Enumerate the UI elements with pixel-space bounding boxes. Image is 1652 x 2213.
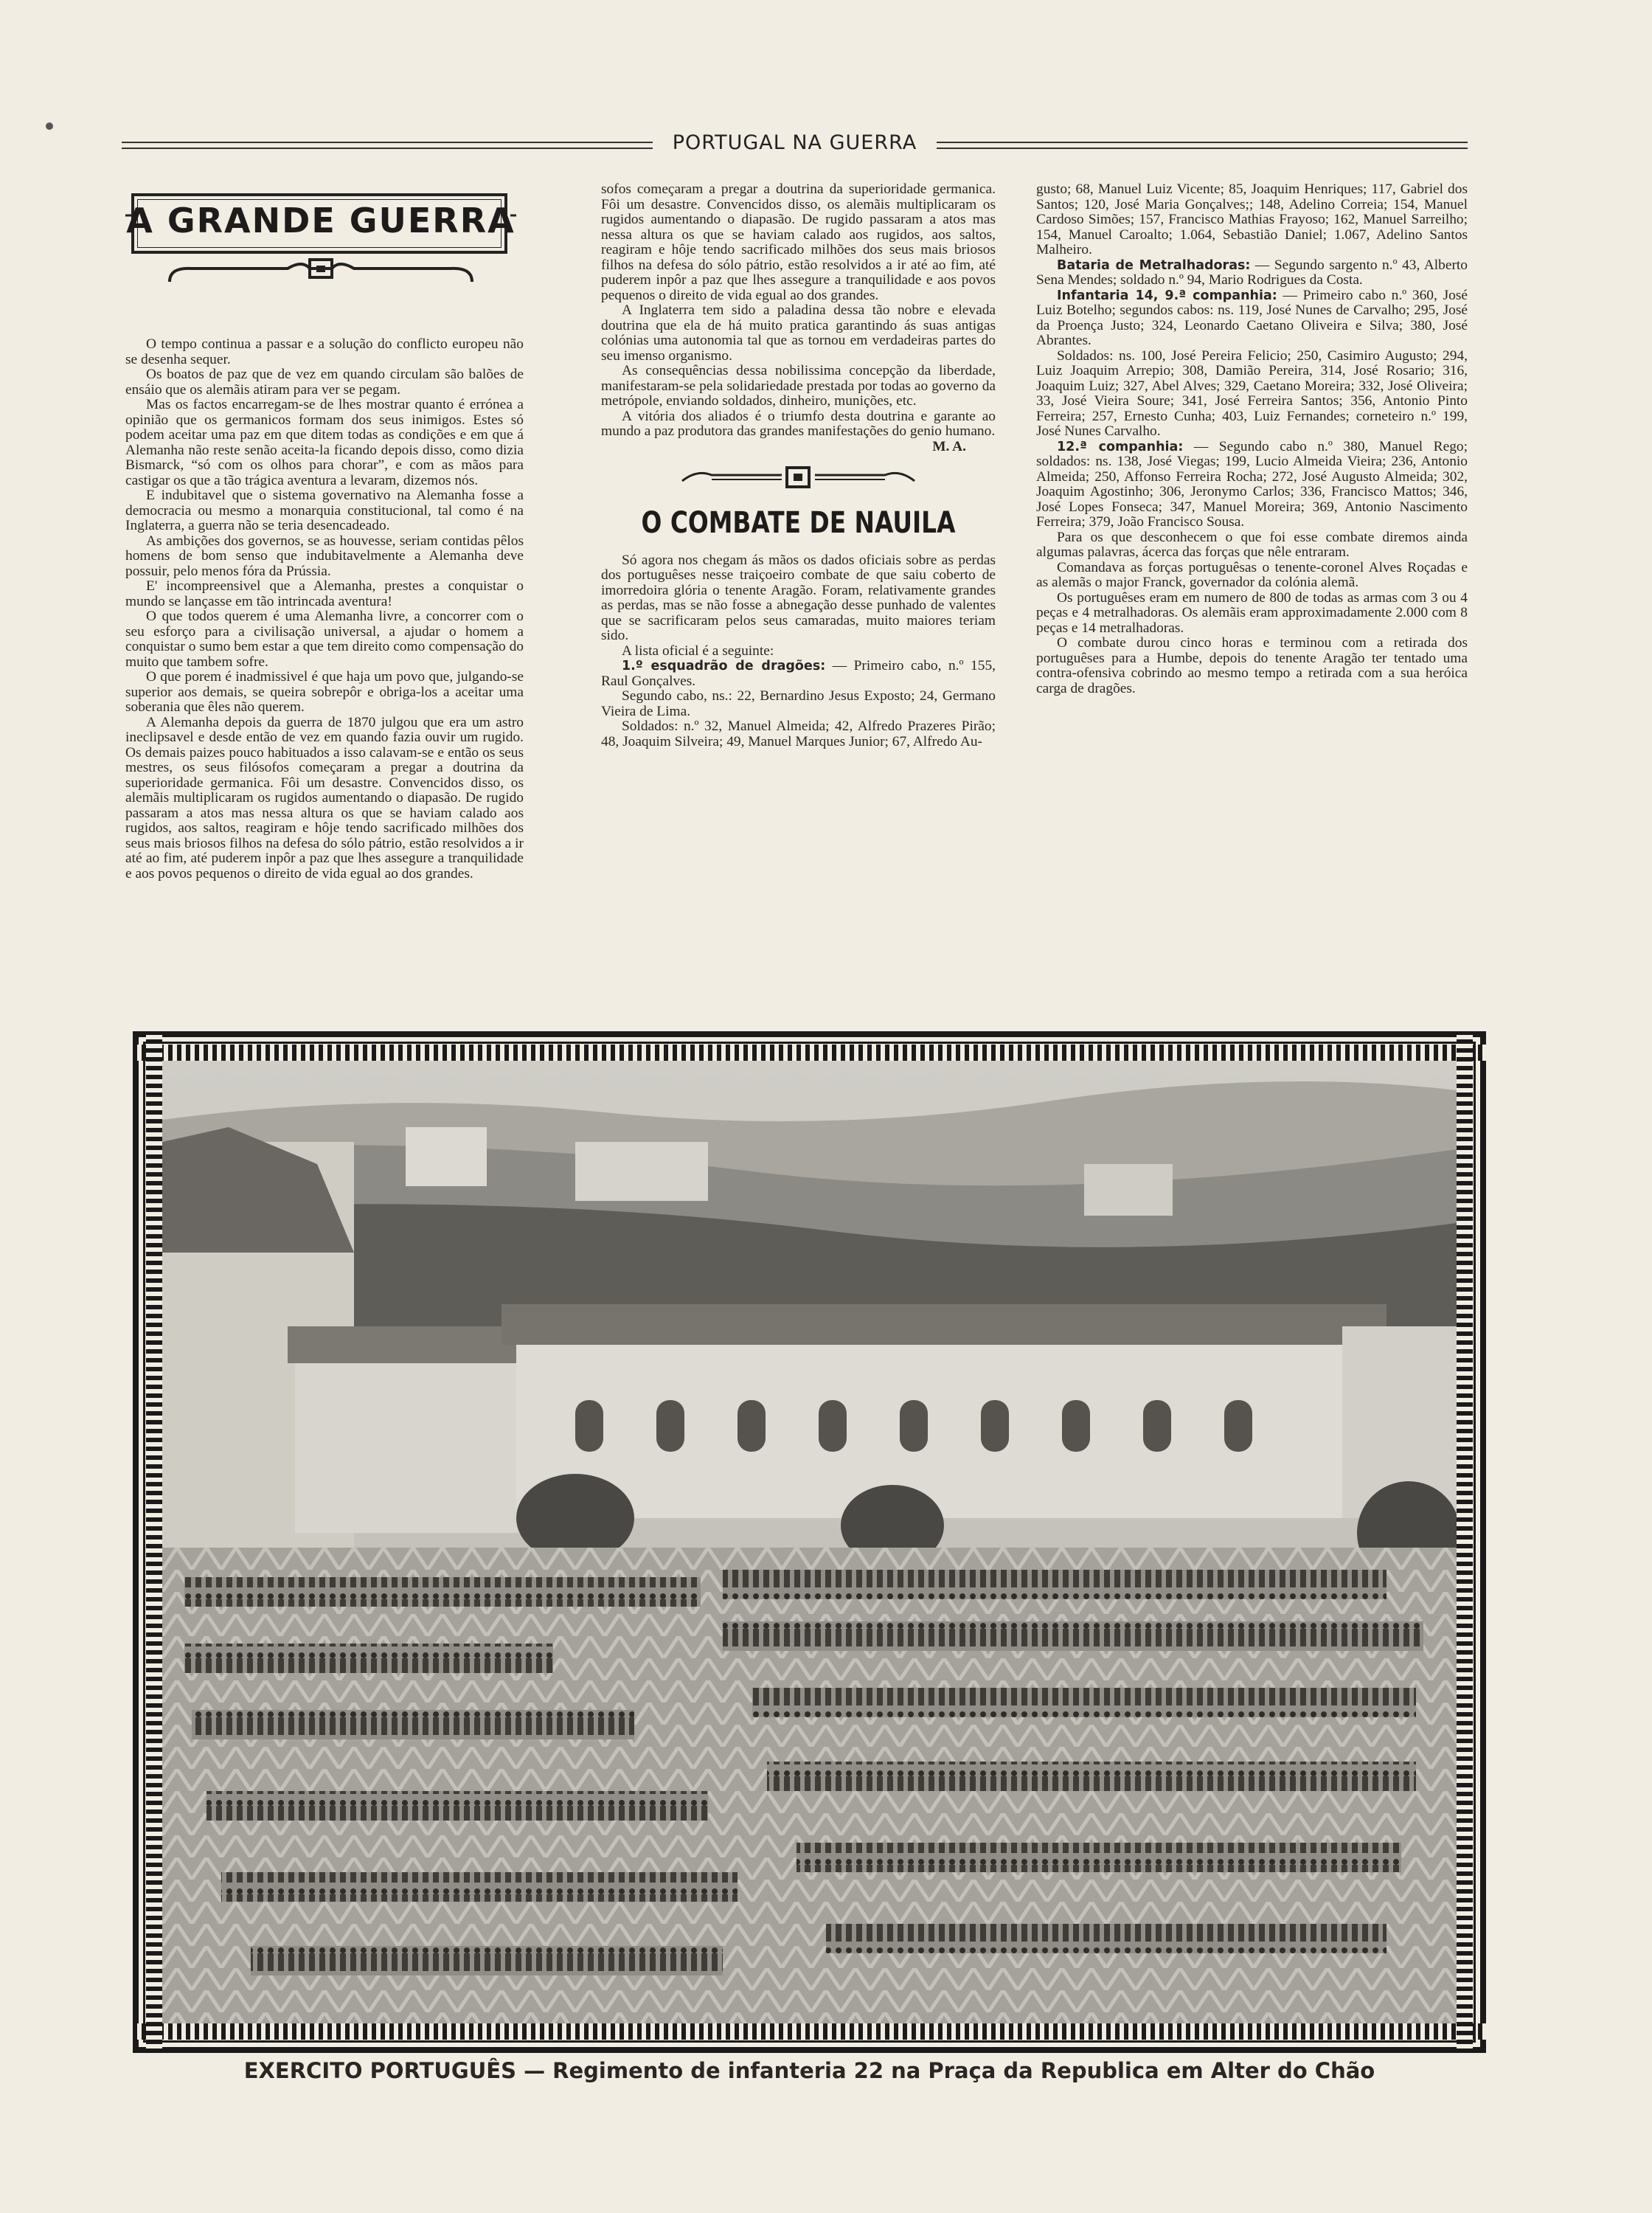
photo-image xyxy=(162,1061,1457,2023)
paragraph: O combate durou cinco horas e terminou com a retirada dos portuguêses para a Humbe, depois do tenente Aragão ter tentado uma contra-ofensiva cobrindo ao mesmo tempo a retirada com a sua heróica carga de dragões. xyxy=(1036,635,1468,696)
paragraph: O que todos querem é uma Alemanha livre, a concorrer com o seu esforço para a civilisação universal, a ajudar o homem a conquistar o sumo bem estar a que tem direito como compensação do muito que tambem sofre. xyxy=(125,609,524,670)
unit-label: 12.ª companhia: xyxy=(1057,439,1184,454)
unit-entry xyxy=(601,659,996,689)
unit-label: 1.º esquadrão de dragões: xyxy=(622,659,826,673)
paragraph: Só agora nos chegam ás mãos os dados oficiais sobre as perdas dos portuguêses nesse traiçoeiro combate de que saiu coberto de imorredoira glória o tenente Aragão. Foram, relativamente grandes as perdas, mas se não fosse a abnegação desse punhado de valentes que se sacrificaram pelos seus camaradas, muito maiores teriam sido. xyxy=(601,552,996,643)
unit-entry: Segundo cabo, ns.: 22, Bernardino Jesus Exposto; 24, Germano Vieira de Lima. xyxy=(601,688,996,719)
paragraph: A vitória dos aliados é o triumfo desta doutrina e garante ao mundo a paz produtora das grandes manifestações do genio humano. xyxy=(601,408,996,439)
divider-ornament-icon xyxy=(601,462,996,491)
article-title: A GRANDE GUERRA xyxy=(126,201,516,240)
unit-entry: Soldados: n.º 32, Manuel Almeida; 42, Alfredo Prazeres Pirão; 48, Joaquim Silveira; 49, Manuel Marques Junior; 67, Alfredo Au- xyxy=(601,719,996,749)
publication-title: PORTUGAL NA GUERRA xyxy=(672,131,917,154)
paragraph: A lista oficial é a seguinte: xyxy=(622,643,774,659)
header-rule-right xyxy=(937,142,1468,149)
paragraph: As ambições dos governos, se as houvesse, seriam contidas pêlos homens de bom senso que indubitavelmente a Alemanha deve possuir, pelo menos fóra da Prússia. xyxy=(125,533,524,579)
unit-entry xyxy=(1036,440,1468,530)
paragraph-continued: sofos começaram a pregar a doutrina da superioridade germanica. Fôi um desastre. Convencidos disso, os alemãis multiplicaram os rugidos aumentando o diapasão. De rugido passaram a atos mas nessa altura os que se haviam calado aos rugidos, aos saltos, reagiram e hôje tendo sacrificado milhões dos seus mais briosos filhos na defesa do sólo pátrio, estão resolvidos a ir até ao fim, até puderem inpôr a paz que lhes assegure a tranquilidade e aos povos pequenos o direito de vida egual ao dos grandes. xyxy=(601,181,996,303)
paragraph: A Inglaterra tem sido a paladina dessa tão nobre e elevada doutrina que ela de há muito pratica garantindo ás suas antigas colónias uma autonomia tal que as tornou em verdadeiras partes do seu imenso organismo. xyxy=(601,302,996,364)
paragraph: E' incompreensivel que a Alemanha, prestes a conquistar o mundo se lançasse em tão intrincada aventura! xyxy=(125,578,524,609)
margin-dot xyxy=(46,122,53,130)
paragraph: Os boatos de paz que de vez em quando circulam são balões de ensáio que os alemãis atiram para ver se pegam. xyxy=(125,367,524,398)
paragraph: O tempo continua a passar e a solução do conflicto europeu não se desenha sequer. xyxy=(125,336,524,367)
unit-entry xyxy=(1036,258,1468,288)
unit-label: Infantaria 14, 9.ª companhia: xyxy=(1057,288,1277,303)
header-rule-left xyxy=(122,142,653,149)
unit-label: Bataria de Metralhadoras: xyxy=(1057,257,1251,273)
unit-entry xyxy=(1036,288,1468,349)
unit-text: — Primeiro cabo, n.º 155, Raul Gonçalves. xyxy=(601,658,996,689)
paragraph: As consequências dessa nobilissima concepção da liberdade, manifestaram-se pela solidariedade prestada por todas ao governo da metrópole, enviando soldados, dinheiro, munições, etc. xyxy=(601,363,996,409)
paragraph: Para os que desconhecem o que foi esse combate diremos ainda algumas palavras, ácerca das forças que nêle entraram. xyxy=(1036,529,1468,560)
unit-text: — Segundo cabo n.º 380, Manuel Rego; soldados: ns. 138, José Viegas; 199, Lucio Almeida Vieira; 236, Antonio Almeida; 250, Affonso Ferreira Rocha; 272, José Augusto Almeida; 302, Joaquim Agostinho; 306, Jeronymo Carlos; 336, Francisco Mattos; 346, José Lopes Fonseca; 347, Manuel Moreira; 369, Antonio Nascimento Ferreira; 379, João Francisco Sousa. xyxy=(1036,438,1468,530)
paragraph: A Alemanha depois da guerra de 1870 julgou que era um astro ineclipsavel e desde então de vez em quando fazia ouvir um rugido. Os demais paizes pouco habituados a isso calavam-se e então os seus mestres, os seus filósofos começaram a pregar a doutrina da superioridade germanica. Fôi um desastre. Convencidos disso, os alemãis multiplicaram os rugidos aumentando o diapasão. De rugido passaram a atos mas nessa altura os que se haviam calado aos rugidos, aos saltos, reagiram e hôje tendo sacrificado milhões dos seus mais briosos filhos na defesa do sólo pátrio, estão resolvidos a ir até ao fim, até puderem inpôr a paz que lhes assegure a tranquilidade e aos povos pequenos o direito de vida egual ao dos grandes. xyxy=(125,715,524,882)
article2-title: O COMBATE DE NAUILA xyxy=(641,505,956,540)
paragraph: Comandava as forças portuguêsas o tenente-coronel Alves Roçadas e as alemãs o major Franck, governador da colónia alemã. xyxy=(1036,559,1468,590)
photo-caption: EXERCITO PORTUGUÊS — Regimento de infanteria 22 na Praça da Republica em Alter do Chão xyxy=(243,2058,1375,2083)
photograph xyxy=(133,1031,1486,2053)
paragraph: Os portuguêses eram em numero de 800 de todas as armas com 3 ou 4 peças e 4 metralhadoras. Os alemãis eram approximadamente 2.000 com 8 peças e 14 metralhadoras. xyxy=(1036,589,1468,636)
page-header xyxy=(122,133,1468,155)
unit-text: — Primeiro cabo n.º 360, José Luiz Botelho; segundos cabos: ns. 119, José Nunes de Carvalho; 295, José da Proença Justo; 324, Leonardo Caetano Oliveira e Silva; 380, José Abrantes. xyxy=(1036,287,1468,348)
unit-entry: Soldados: ns. 100, José Pereira Felicio; 250, Casimiro Augusto; 294, Luiz Joaquim Arrepio; 308, Damião Pereira, 314, José Rosario; 316, Joaquim Luiz; 327, Abel Alves; 329, Caetano Moreira; 332, José Oliveira; 33, José Vieira Soure; 341, José Ferreira Santos; 356, Antonio Pinto Ferreira; 257, Ernesto Cunha; 403, Luiz Fernandes; corneteiro n.º 199, José Nunes Carvalho. xyxy=(1036,347,1468,439)
paragraph: Mas os factos encarregam-se de lhes mostrar quanto é errónea a opinião que os germanicos formam dos seus inimigos. Estes só podem aceitar uma paz em que ditem todas as condições e em que á Alemanha não reste senão aceita-la ficando depois disso, como dizia Bismarck, “só com os olhos para chorar”, e com as mãos para castigar os que a tão trágica aventura a levaram, dizemos nós. xyxy=(125,397,524,488)
paragraph: E indubitavel que o sistema governativo na Alemanha fosse a democracia ou mesmo a monarquia constitucional, tal como é na Inglaterra, a guerra não se teria desencadeado. xyxy=(125,488,524,533)
column-1 xyxy=(125,182,524,929)
paragraph: O que porem é inadmissivel é que haja um povo que, julgando-se superior aos demais, se queira sobrepôr e obriga-los a aceitar uma soberania que êles não querem. xyxy=(125,669,524,715)
unit-entry-continued: gusto; 68, Manuel Luiz Vicente; 85, Joaquim Henriques; 117, Gabriel dos Santos; 120, José Maria Gonçalves;; 148, Adelino Correia; 154, Manuel Cardoso Simões; 157, Francisco Mathias Frayoso; 162, Manuel Sarreilho; 154, Manuel Caroalto; 1.064, Sebastião Daniel; 1.067, Adelino Santos Malheiro. xyxy=(1036,181,1468,257)
arched-windows xyxy=(575,1400,1252,1452)
unit-text: — Segundo sargento n.º 43, Alberto Sena Mendes; soldado n.º 94, Mario Rodrigues da Costa. xyxy=(1036,257,1468,288)
signature: M. A. xyxy=(932,438,966,454)
column-3 xyxy=(1036,182,1468,696)
column-2 xyxy=(601,182,996,749)
regiment-square-photo-icon xyxy=(162,1061,1457,2023)
